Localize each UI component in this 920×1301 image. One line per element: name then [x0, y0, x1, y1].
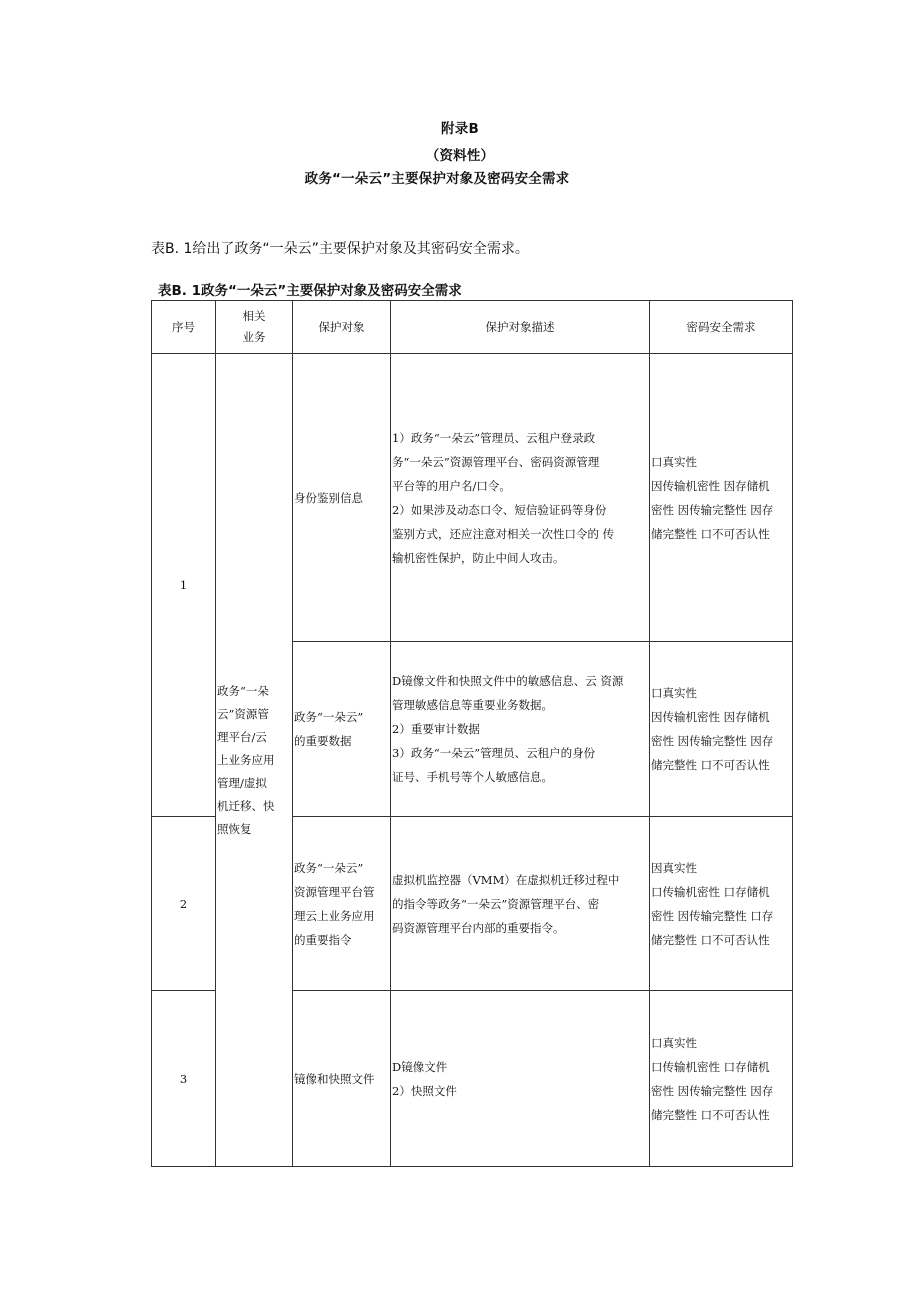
description-line: 2）如果涉及动态口令、短信验证码等身份	[392, 502, 607, 517]
requirement-line: 密性 因传输完整性 口存	[651, 908, 774, 923]
requirement-line: 因传输机密性 因存储机	[651, 478, 770, 493]
requirement-cell	[650, 991, 793, 1167]
requirement-line: 口传输机密性 口存储机	[651, 1059, 770, 1074]
requirement-cell	[650, 642, 793, 817]
object-line: 的重要指令	[294, 932, 352, 947]
object-line: 的重要数据	[294, 734, 352, 748]
object-line: 政务“一朵云”	[294, 710, 364, 724]
table-caption: 表B. 1政务“一朵云”主要保护对象及密码安全需求	[158, 283, 462, 299]
business-line: 理平台/云	[217, 729, 267, 744]
description-line: 2）重要审计数据	[392, 722, 480, 736]
header-business-line: 业务	[242, 330, 266, 344]
requirement-line: 储完整性 口不可否认性	[651, 932, 770, 947]
header-business-line: 相关	[242, 309, 266, 323]
requirement-line: 口真实性	[651, 454, 697, 469]
intro-paragraph: 表B. 1给出了政务“一朵云”主要保护对象及其密码安全需求。	[151, 241, 529, 257]
description-line: 虚拟机监控器（VMM）在虚拟机迁移过程中	[392, 872, 620, 887]
business-line: 机迁移、快	[217, 798, 275, 813]
description-line: 2）快照文件	[392, 1083, 457, 1098]
description-line: 管理敏感信息等重要业务数据。	[392, 698, 553, 712]
description-line: D镜像文件和快照文件中的敏感信息、云 资源	[392, 674, 624, 688]
business-line: 云”资源管	[217, 706, 269, 721]
header-object: 保护对象	[293, 301, 391, 354]
requirement-line: 口真实性	[651, 1035, 697, 1050]
description-line: 输机密性保护，防止中间人攻击。	[392, 550, 565, 565]
requirement-cell	[650, 817, 793, 991]
table-row	[152, 354, 793, 642]
object-line: 资源管理平台管	[294, 884, 375, 899]
requirement-line: 口真实性	[651, 686, 697, 700]
requirement-cell	[650, 354, 793, 642]
requirement-line: 密性 因传输完整性 因存	[651, 734, 774, 748]
description-line: 证号、手机号等个人敏感信息。	[392, 770, 553, 784]
description-line: D镜像文件	[392, 1059, 448, 1074]
object-cell	[293, 991, 391, 1167]
requirement-line: 因传输机密性 因存储机	[651, 710, 770, 724]
business-line: 上业务应用	[217, 752, 275, 767]
object-line: 身份鉴别信息	[294, 490, 363, 505]
object-line: 政务“一朵云”	[294, 860, 364, 875]
requirement-line: 密性 因传输完整性 因存	[651, 1083, 774, 1098]
description-cell	[391, 991, 650, 1167]
seq-cell: 1	[152, 354, 216, 817]
description-cell	[391, 354, 650, 642]
header-business	[216, 301, 293, 354]
object-cell	[293, 642, 391, 817]
seq-cell: 3	[152, 991, 216, 1167]
description-line: 平台等的用户名/口令。	[392, 478, 511, 493]
header-seq: 序号	[152, 301, 216, 354]
protection-table	[151, 300, 793, 1167]
description-line: 3）政务“一朵云”管理员、云租户的身份	[392, 746, 596, 760]
header-requirement: 密码安全需求	[650, 301, 793, 354]
appendix-title: 附录B	[441, 121, 479, 137]
table-header-row	[152, 301, 793, 354]
requirement-line: 储完整性 口不可否认性	[651, 526, 770, 541]
appendix-subject: 政务“一朵云”主要保护对象及密码安全需求	[304, 171, 570, 187]
appendix-nature: （资料性）	[425, 148, 495, 164]
business-line: 政务“一朵	[217, 683, 269, 698]
description-line: 的指令等政务“一朵云”资源管理平台、密	[392, 896, 600, 911]
requirement-line: 储完整性 口不可否认性	[651, 758, 770, 772]
object-cell	[293, 817, 391, 991]
header-description: 保护对象描述	[391, 301, 650, 354]
description-line: 务“一朵云”资源管理平台、密码资源管理	[392, 454, 600, 469]
object-line: 理云上业务应用	[294, 908, 375, 923]
seq-cell: 2	[152, 817, 216, 991]
business-line: 管理/虚拟	[217, 775, 267, 790]
object-cell	[293, 354, 391, 642]
description-cell	[391, 642, 650, 817]
business-line: 照恢复	[217, 821, 252, 836]
requirement-line: 因真实性	[651, 860, 697, 875]
description-line: 码资源管理平台内部的重要指令。	[392, 920, 565, 935]
business-cell	[216, 354, 293, 1167]
requirement-line: 口传输机密性 口存储机	[651, 884, 770, 899]
object-line: 镜像和快照文件	[294, 1071, 375, 1086]
description-line: 1）政务“一朵云”管理员、云租户登录政	[392, 430, 596, 445]
requirement-line: 储完整性 口不可否认性	[651, 1107, 770, 1122]
requirement-line: 密性 因传输完整性 因存	[651, 502, 774, 517]
description-cell	[391, 817, 650, 991]
description-line: 鉴别方式，还应注意对相关一次性口令的 传	[392, 526, 615, 541]
